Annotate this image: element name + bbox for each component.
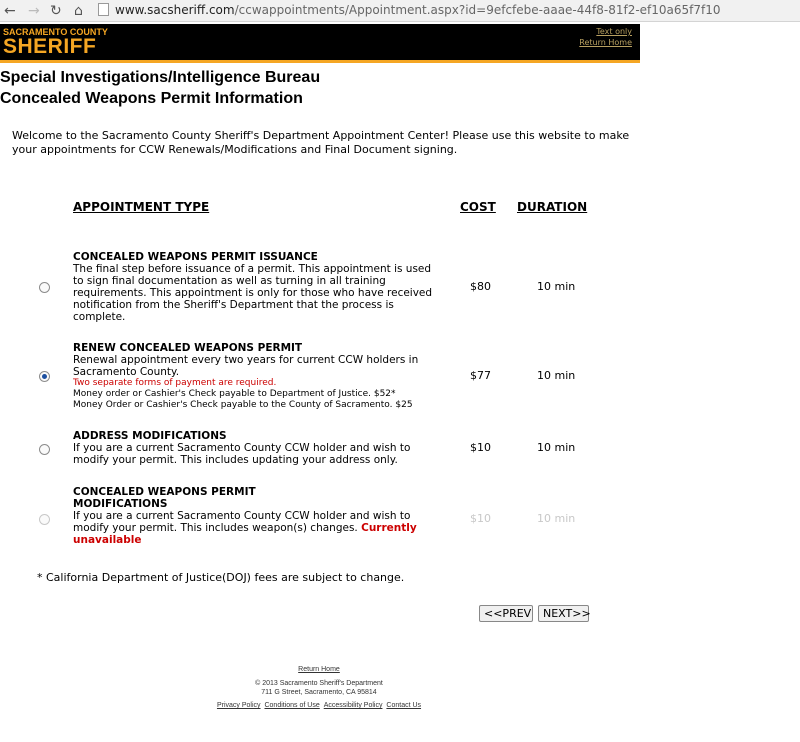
row-title: CONCEALED WEAPONS PERMIT MODIFICATIONS [73,486,256,510]
row-title: RENEW CONCEALED WEAPONS PERMIT [73,342,303,354]
conditions-of-use-link[interactable]: Conditions of Use [264,702,320,709]
address-bar[interactable] [98,2,796,19]
return-home-link[interactable]: Return Home [579,38,632,47]
row-title: ADDRESS MODIFICATIONS [73,430,227,442]
footer-return-home-link[interactable]: Return Home [298,666,340,673]
row-desc: If you are a current Sacramento County CCW holder and wish to modify your permit. This includes weapon(s) changes. [73,510,411,534]
row-title: CONCEALED WEAPONS PERMIT ISSUANCE [73,251,318,263]
url-path: /ccwappointments/Appointment.aspx?id=9efcfebe-aaae-44f8-81f2-ef10a65f7f10 [234,3,721,17]
footer [200,666,438,673]
row-description [73,251,443,323]
url-domain: www.sacsheriff.com [115,3,235,17]
header-links [579,26,632,48]
forward-arrow-icon[interactable]: → [28,3,40,19]
payment-note-doj: Money order or Cashier's Check payable to Department of Justice. $52* [73,389,396,399]
next-button[interactable]: NEXT>> [538,605,589,622]
row-description [73,486,418,546]
row-desc: If you are a current Sacramento County CCW holder and wish to modify your permit. This includes updating your address only. [73,442,411,466]
radio-address-mod[interactable] [39,444,50,455]
row-desc: Renewal appointment every two years for current CCW holders in Sacramento County. [73,354,419,378]
row-duration: 10 min [537,280,576,293]
accessibility-policy-link[interactable]: Accessibility Policy [323,702,383,709]
footer-copyright: © 2013 Sacramento Sheriff's Department [255,680,383,687]
header-cost: COST [460,200,496,214]
site-header [0,24,640,63]
footer-links [200,702,438,709]
radio-permit-mod[interactable] [39,514,50,525]
home-icon[interactable]: ⌂ [74,3,83,19]
page-title-line1: Special Investigations/Intelligence Bureau [0,69,321,86]
logo-sheriff: SHERIFF [3,35,97,58]
text-only-link[interactable]: Text only [596,27,632,36]
back-arrow-icon[interactable]: ← [4,3,16,19]
contact-us-link[interactable]: Contact Us [386,702,422,709]
payment-warning: Two separate forms of payment are required. [73,378,277,388]
row-duration: 10 min [537,369,576,382]
page-title-line2: Concealed Weapons Permit Information [0,90,303,107]
browser-toolbar [0,0,800,22]
row-cost: $80 [470,280,491,293]
prev-button[interactable]: <<PREV [479,605,533,622]
page-title [0,67,320,109]
sheriff-logo[interactable] [3,28,108,57]
reload-icon[interactable]: ↻ [50,3,62,19]
footer-address: 711 G Street, Sacramento, CA 95814 [261,689,377,696]
unavailable-label: Currently unavailable [73,522,417,546]
row-cost: $10 [470,441,491,454]
logo-county: SACRAMENTO COUNTY [3,27,108,37]
radio-issuance[interactable] [39,282,50,293]
row-desc: The final step before issuance of a permit. This appointment is used to sign final documentation as well as turning in all training requirements. This appointment is only for those who have received notification from the Sheriff's Department that the process is complete. [73,263,433,323]
radio-renew[interactable] [39,371,50,382]
row-description [73,342,443,411]
doj-footnote: * California Department of Justice(DOJ) fees are subject to change. [37,571,405,584]
row-duration: 10 min [537,512,576,525]
header-appointment-type: APPOINTMENT TYPE [73,200,210,214]
row-cost: $77 [470,369,491,382]
privacy-policy-link[interactable]: Privacy Policy [216,702,261,709]
row-description [73,430,443,466]
header-duration: DURATION [517,200,588,214]
row-cost: $10 [470,512,491,525]
row-duration: 10 min [537,441,576,454]
page-icon [98,3,109,16]
footer-info [200,679,438,697]
payment-note-county: Money Order or Cashier's Check payable to the County of Sacramento. $25 [73,400,413,410]
intro-text: Welcome to the Sacramento County Sheriff's Department Appointment Center! Please use this website to make your appointments for CCW Renewals/Modifications and Final Document signing. [12,129,630,156]
